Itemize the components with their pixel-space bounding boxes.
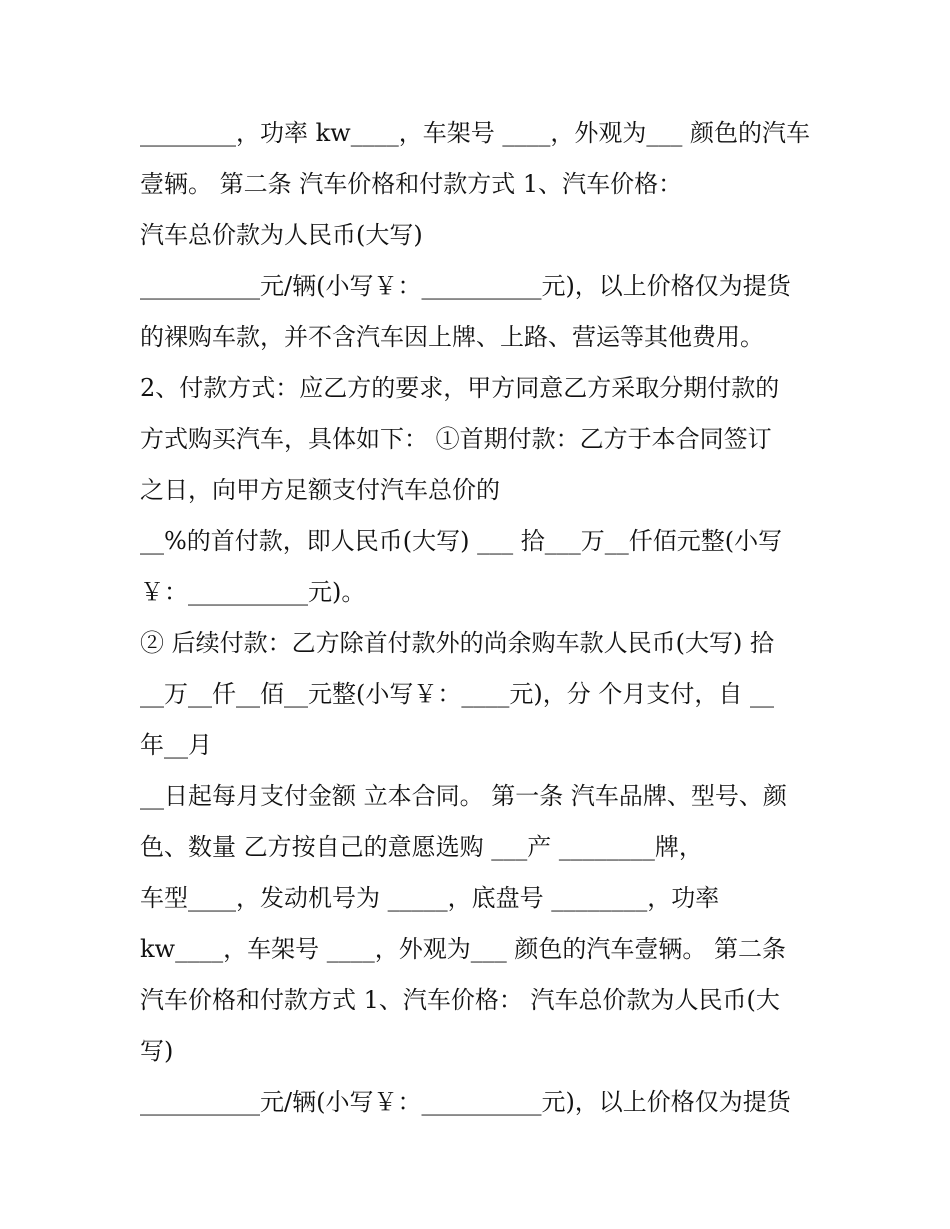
text-line: ￥：__________元)。: [140, 578, 366, 606]
text-line: 之日，向甲方足额支付汽车总价的: [140, 476, 500, 504]
text-line: __________元/辆(小写￥：__________元)，以上价格仅为提货: [140, 272, 791, 300]
text-line: __________元/辆(小写￥：__________元)，以上价格仅为提货: [140, 1088, 791, 1116]
text-line: ② 后续付款：乙方除首付款外的尚余购车款人民币(大写) 拾: [140, 629, 774, 657]
text-line: 汽车总价款为人民币(大写): [140, 221, 423, 249]
text-line: 年__月: [140, 731, 212, 759]
contract-text: [140, 108, 820, 1128]
text-line: 2、付款方式：应乙方的要求，甲方同意乙方采取分期付款的: [140, 374, 780, 402]
text-line: __万__仟__佰__元整(小写￥：____元)，分 个月支付，自 __: [140, 680, 774, 708]
text-line: ________，功率 kw____，车架号 ____，外观为___ 颜色的汽车: [140, 119, 810, 147]
text-line: 壹辆。 第二条 汽车价格和付款方式 1、汽车价格：: [140, 170, 683, 198]
text-line: 写): [140, 1037, 174, 1065]
text-line: 汽车价格和付款方式 1、汽车价格： 汽车总价款为人民币(大: [140, 986, 780, 1014]
text-line: 方式购买汽车，具体如下： ①首期付款：乙方于本合同签订: [140, 425, 772, 453]
text-line: 色、数量 乙方按自己的意愿选购 ___产 ________牌，: [140, 833, 703, 861]
text-line: __%的首付款，即人民币(大写) ___ 拾___万__仟佰元整(小写: [140, 527, 783, 555]
text-line: 车型____，发动机号为 _____，底盘号 ________，功率: [140, 884, 720, 912]
text-line: kw____，车架号 ____，外观为___ 颜色的汽车壹辆。 第二条: [140, 935, 786, 963]
text-line: __日起每月支付金额 立本合同。 第一条 汽车品牌、型号、颜: [140, 782, 787, 810]
text-line: 的裸购车款，并不含汽车因上牌、上路、营运等其他费用。: [140, 323, 764, 351]
